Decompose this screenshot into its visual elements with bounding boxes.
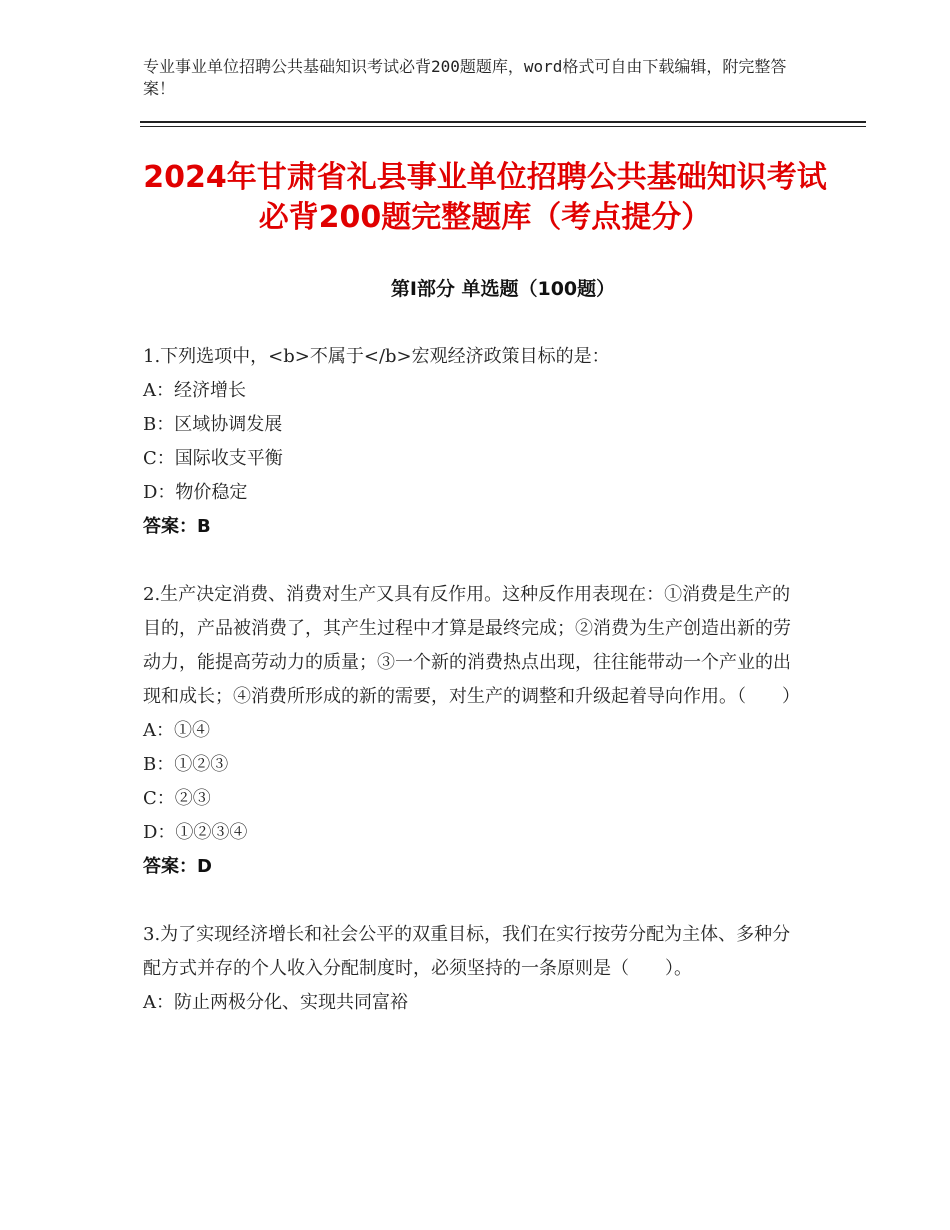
- document-title: 2024年甘肃省礼县事业单位招聘公共基础知识考试必背200题完整题库（考点提分）: [143, 160, 827, 235]
- option-b: B：①②③: [143, 754, 229, 775]
- question-list: [143, 340, 803, 1054]
- option-b: B：区域协调发展: [143, 414, 283, 435]
- question-stem: 2.生产决定消费、消费对生产又具有反作用。这种反作用表现在：①消费是生产的目的，产品被消费了，其产生过程中才算是最终完成；②消费为生产创造出新的劳动力，能提高劳动力的质量；③一个新的消费热点出现，往往能带动一个产业的出现和成长；④消费所形成的新的需要，对生产的调整和升级起着导向作用。（ ）: [143, 584, 800, 707]
- question-2: [143, 578, 803, 884]
- question-stem: 1.下列选项中，<b>不属于</b>宏观经济政策目标的是：: [143, 346, 610, 367]
- section-heading: 第I部分 单选题（100题）: [390, 278, 616, 300]
- question-stem: 3.为了实现经济增长和社会公平的双重目标，我们在实行按劳分配为主体、多种分配方式并存的个人收入分配制度时，必须坚持的一条原则是（ ）。: [143, 924, 791, 979]
- option-a: A：①④: [143, 720, 210, 741]
- question-3: [143, 918, 803, 1020]
- header-divider-thin: [140, 126, 866, 127]
- option-a: A：防止两极分化、实现共同富裕: [143, 992, 408, 1013]
- answer-line: 答案：B: [143, 516, 211, 537]
- header-divider-thick: [140, 121, 866, 123]
- option-d: D：物价稳定: [143, 482, 248, 503]
- option-d: D：①②③④: [143, 822, 248, 843]
- option-c: C：国际收支平衡: [143, 448, 283, 469]
- question-1: [143, 340, 803, 544]
- answer-line: 答案：D: [143, 856, 212, 877]
- option-a: A：经济增长: [143, 380, 246, 401]
- header-note: 专业事业单位招聘公共基础知识考试必背200题题库，word格式可自由下载编辑，附完整答案！: [143, 57, 787, 98]
- option-c: C：②③: [143, 788, 211, 809]
